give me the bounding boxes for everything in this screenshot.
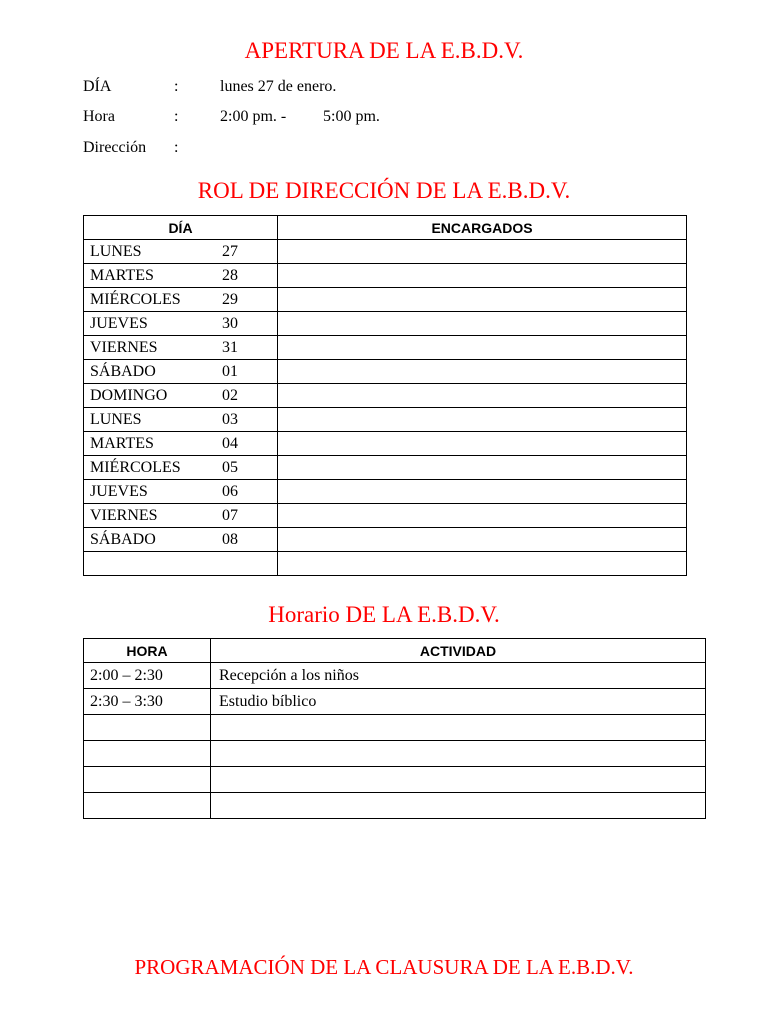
day-name: SÁBADO	[90, 362, 156, 380]
roles-day-cell	[84, 312, 278, 336]
day-number: 29	[222, 290, 238, 308]
assigned-cell[interactable]	[278, 264, 687, 288]
schedule-time-cell	[84, 793, 211, 819]
time-label: Hora	[83, 108, 115, 125]
roles-day-cell	[84, 528, 278, 552]
day-name: LUNES	[90, 242, 142, 260]
schedule-time-cell	[84, 767, 211, 793]
schedule-time-cell	[84, 741, 211, 767]
roles-row	[84, 312, 687, 336]
roles-row	[84, 504, 687, 528]
roles-row	[84, 384, 687, 408]
roles-day-cell	[84, 552, 278, 576]
assigned-cell[interactable]	[278, 240, 687, 264]
time-value-start: 2:00 pm. -	[220, 108, 287, 125]
day-number: 01	[222, 362, 238, 380]
roles-table-body	[84, 240, 687, 576]
time-colon: :	[174, 108, 179, 125]
roles-row	[84, 240, 687, 264]
schedule-time-cell: 2:30 – 3:30	[84, 689, 211, 715]
roles-row	[84, 480, 687, 504]
assigned-cell[interactable]	[278, 456, 687, 480]
roles-row	[84, 456, 687, 480]
roles-day-cell	[84, 456, 278, 480]
roles-day-cell	[84, 432, 278, 456]
schedule-activity-cell	[211, 741, 706, 767]
assigned-cell[interactable]	[278, 312, 687, 336]
roles-header-assigned: ENCARGADOS	[278, 216, 687, 240]
assigned-cell[interactable]	[278, 528, 687, 552]
roles-day-cell	[84, 336, 278, 360]
day-number: 27	[222, 242, 238, 260]
schedule-activity-cell: Estudio bíblico	[211, 689, 706, 715]
roles-day-cell	[84, 240, 278, 264]
schedule-header-time: HORA	[84, 639, 211, 663]
schedule-activity-cell: Recepción a los niños	[211, 663, 706, 689]
roles-title: ROL DE DIRECCIÓN DE LA E.B.D.V.	[197, 178, 571, 203]
address-label: Dirección	[83, 139, 147, 156]
assigned-cell[interactable]	[278, 552, 687, 576]
roles-row	[84, 528, 687, 552]
schedule-row	[84, 689, 706, 715]
day-colon: :	[174, 78, 179, 95]
roles-day-cell	[84, 504, 278, 528]
assigned-cell[interactable]	[278, 384, 687, 408]
day-name: VIERNES	[90, 506, 158, 524]
roles-header-day: DÍA	[84, 216, 278, 240]
assigned-cell[interactable]	[278, 480, 687, 504]
day-value: lunes 27 de enero.	[220, 78, 337, 95]
schedule-activity-cell	[211, 767, 706, 793]
roles-row	[84, 336, 687, 360]
roles-day-cell	[84, 480, 278, 504]
day-name: SÁBADO	[90, 530, 156, 548]
schedule-header-activity: ACTIVIDAD	[211, 639, 706, 663]
opening-title: APERTURA DE LA E.B.D.V.	[244, 38, 524, 63]
day-number: 07	[222, 506, 238, 524]
day-name: MARTES	[90, 434, 154, 452]
day-name: VIERNES	[90, 338, 158, 356]
schedule-row	[84, 663, 706, 689]
roles-day-cell	[84, 384, 278, 408]
address-colon: :	[174, 139, 179, 156]
day-name: MIÉRCOLES	[90, 290, 181, 308]
roles-row	[84, 360, 687, 384]
day-name: LUNES	[90, 410, 142, 428]
day-number: 05	[222, 458, 238, 476]
closing-title: PROGRAMACIÓN DE LA CLAUSURA DE LA E.B.D.V.	[134, 955, 634, 979]
assigned-cell[interactable]	[278, 408, 687, 432]
schedule-table	[83, 638, 706, 819]
day-number: 04	[222, 434, 238, 452]
day-number: 28	[222, 266, 238, 284]
day-number: 08	[222, 530, 238, 548]
schedule-time-cell	[84, 715, 211, 741]
day-label: DÍA	[83, 78, 112, 95]
time-value-end: 5:00 pm.	[323, 108, 380, 125]
schedule-activity-cell	[211, 715, 706, 741]
roles-row	[84, 264, 687, 288]
schedule-row	[84, 793, 706, 819]
roles-day-cell	[84, 264, 278, 288]
assigned-cell[interactable]	[278, 288, 687, 312]
day-name: MIÉRCOLES	[90, 458, 181, 476]
roles-day-cell	[84, 360, 278, 384]
day-number: 30	[222, 314, 238, 332]
assigned-cell[interactable]	[278, 504, 687, 528]
day-number: 03	[222, 410, 238, 428]
day-number: 06	[222, 482, 238, 500]
schedule-title: Horario DE LA E.B.D.V.	[268, 602, 500, 627]
roles-day-cell	[84, 288, 278, 312]
schedule-row	[84, 715, 706, 741]
day-name: MARTES	[90, 266, 154, 284]
day-name: DOMINGO	[90, 386, 168, 404]
assigned-cell[interactable]	[278, 360, 687, 384]
roles-row	[84, 408, 687, 432]
roles-table	[83, 215, 687, 576]
assigned-cell[interactable]	[278, 336, 687, 360]
roles-day-cell	[84, 408, 278, 432]
day-name: JUEVES	[90, 314, 148, 332]
schedule-row	[84, 767, 706, 793]
schedule-activity-cell	[211, 793, 706, 819]
schedule-table-body	[84, 663, 706, 819]
roles-row	[84, 288, 687, 312]
day-name: JUEVES	[90, 482, 148, 500]
assigned-cell[interactable]	[278, 432, 687, 456]
day-number: 31	[222, 338, 238, 356]
roles-row	[84, 432, 687, 456]
roles-row	[84, 552, 687, 576]
schedule-row	[84, 741, 706, 767]
day-number: 02	[222, 386, 238, 404]
schedule-time-cell: 2:00 – 2:30	[84, 663, 211, 689]
